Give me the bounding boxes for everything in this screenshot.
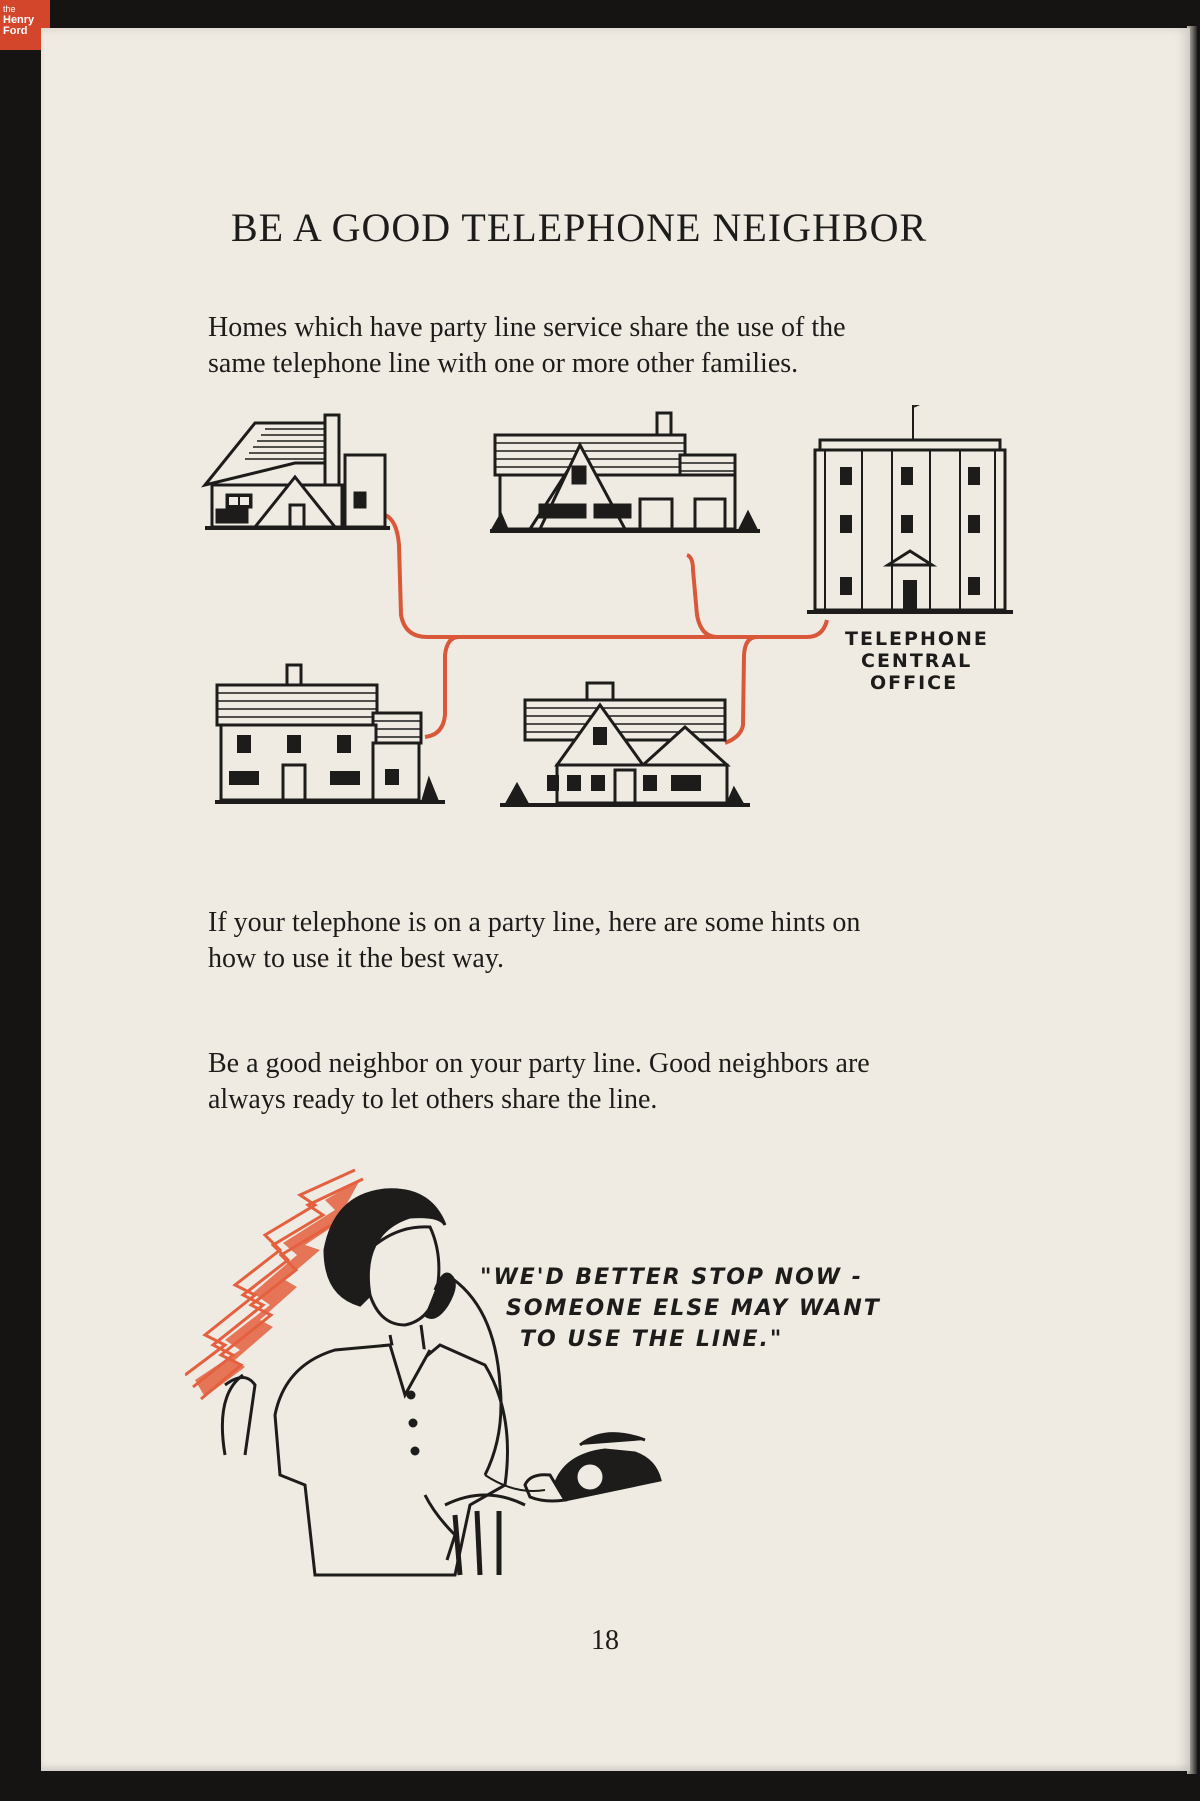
party-line-diagram <box>195 405 1025 825</box>
intro-paragraph <box>208 310 1038 382</box>
woman-figure <box>222 1190 507 1575</box>
woman-speech-quote <box>480 1262 920 1355</box>
neighbor-line-2: always ready to let others share the line. <box>208 1084 658 1115</box>
page-number: 18 <box>591 1625 619 1656</box>
central-office-label <box>845 628 989 694</box>
house-icon-1 <box>205 415 390 528</box>
woman-on-telephone-illustration <box>185 1155 925 1585</box>
hints-line-2: how to use it the best way. <box>208 943 505 974</box>
logo-text-henry: Henry <box>3 14 35 26</box>
quote-line-2: SOMEONE ELSE MAY WANT <box>506 1296 881 1321</box>
intro-line-1: Homes which have party line service share the use of the <box>208 312 846 343</box>
house-icon-2 <box>490 413 760 531</box>
good-neighbor-paragraph <box>208 1046 1038 1118</box>
neighbor-line-1: Be a good neighbor on your party line. Good neighbors are <box>208 1048 870 1079</box>
central-office-label-line-2: CENTRAL <box>861 650 973 672</box>
house-icon-3 <box>215 665 445 802</box>
rotary-telephone-icon <box>485 1434 660 1501</box>
logo-text-the: the <box>3 4 16 14</box>
telephone-central-office-icon <box>807 405 1013 612</box>
logo-text-ford: Ford <box>3 25 28 37</box>
house-icon-4 <box>500 683 750 805</box>
hints-paragraph <box>208 905 1038 977</box>
hints-line-1: If your telephone is on a party line, here are some hints on <box>208 907 861 938</box>
quote-line-3: TO USE THE LINE." <box>520 1327 784 1352</box>
quote-line-1: "WE'D BETTER STOP NOW - <box>480 1265 863 1290</box>
central-office-label-line-1: TELEPHONE <box>845 628 989 650</box>
page-title: BE A GOOD TELEPHONE NEIGHBOR <box>231 205 928 250</box>
central-office-label-line-3: OFFICE <box>870 672 959 694</box>
intro-line-2: same telephone line with one or more other families. <box>208 348 799 379</box>
